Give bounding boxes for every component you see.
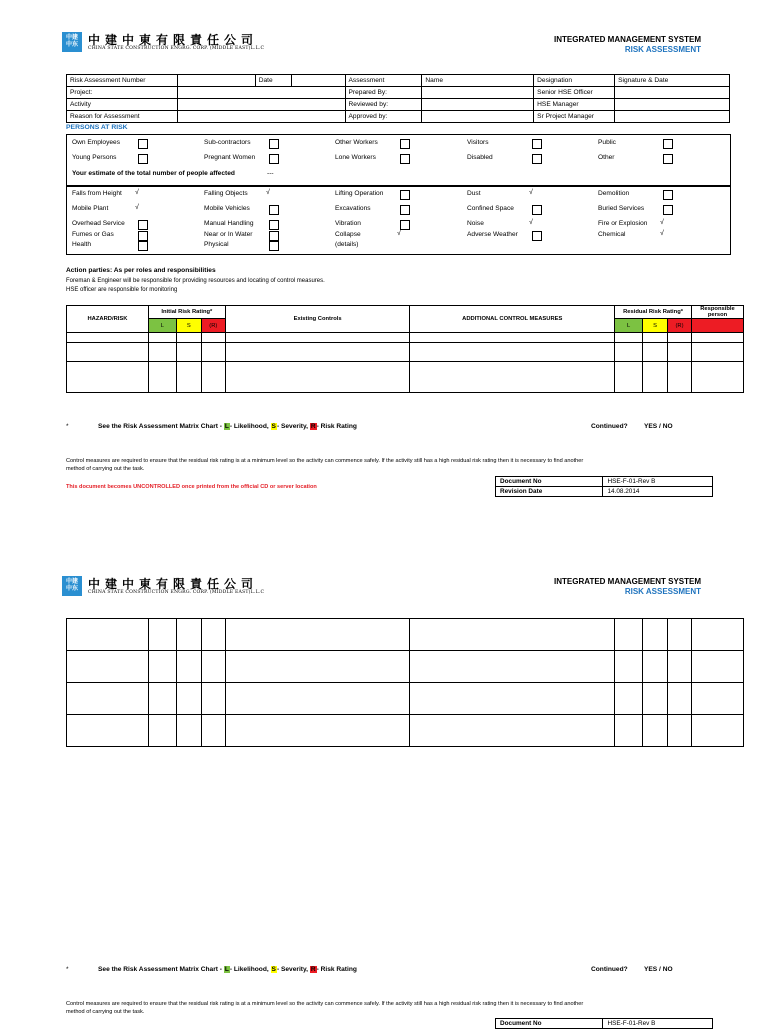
hazard-label: Lifting Operation xyxy=(335,190,384,197)
risk-rating-text: - Risk Rating xyxy=(316,966,357,973)
person-at-risk-label: Other xyxy=(598,154,615,161)
info-cell: Risk Assessment Number xyxy=(67,75,178,87)
hazard-tick-mark[interactable]: √ xyxy=(266,189,270,196)
table-cell[interactable] xyxy=(692,619,744,651)
table-cell[interactable] xyxy=(643,715,668,747)
table-row xyxy=(67,343,744,362)
severity-key: S xyxy=(271,966,276,973)
table-cell[interactable] xyxy=(668,651,692,683)
person-at-risk-checkbox[interactable] xyxy=(532,139,542,149)
hazard-risk-header: HAZARD/RISK xyxy=(67,306,149,333)
person-at-risk-checkbox[interactable] xyxy=(269,154,279,164)
likelihood-key: L xyxy=(224,423,229,430)
assessment-info-table xyxy=(66,74,730,123)
risk-table-continued xyxy=(66,618,744,747)
info-cell: HSE Manager xyxy=(534,99,615,111)
system-title: INTEGRATED MANAGEMENT SYSTEM xyxy=(554,577,701,586)
info-row xyxy=(67,75,730,87)
info-cell[interactable] xyxy=(422,99,534,111)
risk-rating-key: R xyxy=(310,423,316,430)
table-cell[interactable] xyxy=(176,715,201,747)
info-cell: Sr Project Manager xyxy=(534,111,615,123)
hazard-checkbox[interactable] xyxy=(400,205,410,215)
person-at-risk-checkbox[interactable] xyxy=(400,154,410,164)
hazard-label: Mobile Plant xyxy=(72,205,109,212)
table-cell[interactable] xyxy=(410,683,615,715)
residual-risk-header: Residual Risk Rating* xyxy=(615,306,692,319)
initial-r-header: (R) xyxy=(201,319,225,333)
table-cell[interactable] xyxy=(67,715,149,747)
table-cell[interactable] xyxy=(201,333,225,343)
persons-at-risk-label: PERSONS AT RISK xyxy=(66,124,128,131)
table-cell[interactable] xyxy=(176,651,201,683)
table-cell[interactable] xyxy=(176,683,201,715)
footnote-star: * xyxy=(66,966,69,973)
table-cell[interactable] xyxy=(692,683,744,715)
table-cell[interactable] xyxy=(225,651,410,683)
table-cell[interactable] xyxy=(148,651,176,683)
info-cell: Date xyxy=(255,75,291,87)
severity-text: - Severity, xyxy=(276,423,308,430)
table-cell[interactable] xyxy=(148,715,176,747)
severity-key: S xyxy=(271,423,276,430)
info-cell[interactable] xyxy=(177,111,345,123)
continued-yes-no[interactable]: YES / NO xyxy=(644,423,673,430)
hazard-label: Excavations xyxy=(335,205,371,212)
table-cell[interactable] xyxy=(643,362,668,393)
continued-yes-no[interactable]: YES / NO xyxy=(644,966,673,973)
system-title: INTEGRATED MANAGEMENT SYSTEM xyxy=(554,35,701,44)
info-row xyxy=(67,111,730,123)
initial-l-header: L xyxy=(148,319,176,333)
estimate-value[interactable]: --- xyxy=(267,170,274,177)
action-parties-line-2: HSE officer are responsible for monitoring xyxy=(66,287,178,293)
person-at-risk-checkbox[interactable] xyxy=(663,139,673,149)
info-cell: Approved by: xyxy=(345,111,422,123)
document-no-label: Document No xyxy=(496,477,603,487)
table-cell[interactable] xyxy=(67,362,149,393)
company-name-english: CHINA STATE CONSTRUCTION ENGRG. CORP. (MIDDLE EAST)L.L.C xyxy=(88,46,265,51)
table-cell[interactable] xyxy=(225,683,410,715)
logo-text: 中建 中东 xyxy=(65,35,78,48)
table-cell[interactable] xyxy=(67,683,149,715)
table-cell[interactable] xyxy=(225,715,410,747)
table-cell[interactable] xyxy=(615,715,643,747)
person-at-risk-label: Disabled xyxy=(467,154,493,161)
table-cell[interactable] xyxy=(691,362,743,393)
responsible-person-color-cell xyxy=(691,319,743,333)
hazard-label: (details) xyxy=(335,241,359,248)
footnote-star: * xyxy=(66,423,69,430)
table-cell[interactable] xyxy=(668,333,692,343)
hazard-checkbox[interactable] xyxy=(269,220,279,230)
initial-s-header: S xyxy=(176,319,201,333)
table-cell[interactable] xyxy=(148,333,176,343)
hazard-label: Manual Handling xyxy=(204,220,254,227)
residual-l-header: L xyxy=(615,319,643,333)
table-cell[interactable] xyxy=(67,343,149,362)
revision-date-value: 14.08.2014 xyxy=(603,487,713,497)
person-at-risk-label: Other Workers xyxy=(335,139,378,146)
revision-date-label: Revision Date xyxy=(496,487,603,497)
existing-controls-header: Existing Controls xyxy=(225,306,410,333)
table-cell[interactable] xyxy=(410,333,615,343)
person-at-risk-label: Lone Workers xyxy=(335,154,376,161)
table-cell[interactable] xyxy=(201,715,225,747)
hazard-checkbox[interactable] xyxy=(400,190,410,200)
hazard-label: Health xyxy=(72,241,92,248)
info-cell: Reason for Assessment xyxy=(67,111,178,123)
hazard-label: Vibration xyxy=(335,220,361,227)
table-cell[interactable] xyxy=(176,333,201,343)
person-at-risk-checkbox[interactable] xyxy=(138,154,148,164)
hazard-label: Noise xyxy=(467,220,484,227)
hazard-label: Collapse xyxy=(335,231,361,238)
table-cell[interactable] xyxy=(691,343,743,362)
info-cell: Signature & Date xyxy=(615,75,730,87)
matrix-text: See the Risk Assessment Matrix Chart - xyxy=(98,966,222,973)
person-at-risk-checkbox[interactable] xyxy=(532,154,542,164)
table-cell[interactable] xyxy=(643,683,668,715)
info-cell: Activity xyxy=(67,99,178,111)
table-cell[interactable] xyxy=(225,343,410,362)
table-cell[interactable] xyxy=(615,683,643,715)
hazard-label: Falling Objects xyxy=(204,190,248,197)
table-cell[interactable] xyxy=(615,651,643,683)
continued-label: Continued? xyxy=(591,423,628,430)
document-no-value: HSE-F-01-Rev B xyxy=(603,477,713,487)
table-cell[interactable] xyxy=(67,651,149,683)
table-cell[interactable] xyxy=(668,362,692,393)
table-cell[interactable] xyxy=(615,619,643,651)
action-parties-title: Action parties: As per roles and responsibilities xyxy=(66,267,216,274)
hazard-tick-mark[interactable]: √ xyxy=(660,219,664,226)
uncontrolled-notice: This document becomes UNCONTROLLED once printed from the official CD or server location xyxy=(66,484,317,490)
document-control-table xyxy=(495,476,713,497)
hazard-label: Dust xyxy=(467,190,481,197)
estimate-label: Your estimate of the total number of people affected xyxy=(72,170,235,177)
person-at-risk-label: Own Employees xyxy=(72,139,121,146)
info-cell[interactable] xyxy=(615,111,730,123)
table-cell[interactable] xyxy=(148,343,176,362)
table-cell[interactable] xyxy=(410,715,615,747)
table-cell[interactable] xyxy=(225,619,410,651)
company-name-chinese: 中建中東有限責任公司 xyxy=(88,33,259,47)
person-at-risk-checkbox[interactable] xyxy=(400,139,410,149)
table-row xyxy=(67,651,744,683)
document-title: RISK ASSESSMENT xyxy=(624,587,701,596)
table-cell[interactable] xyxy=(668,683,692,715)
table-row xyxy=(67,683,744,715)
person-at-risk-checkbox[interactable] xyxy=(138,139,148,149)
table-cell[interactable] xyxy=(176,362,201,393)
initial-risk-header: Initial Risk Rating* xyxy=(148,306,225,319)
table-cell[interactable] xyxy=(410,651,615,683)
person-at-risk-label: Visitors xyxy=(467,139,489,146)
table-cell[interactable] xyxy=(148,683,176,715)
hazard-tick-mark[interactable]: √ xyxy=(135,204,139,211)
table-cell[interactable] xyxy=(691,333,743,343)
table-row xyxy=(67,619,744,651)
table-cell[interactable] xyxy=(225,333,410,343)
hazard-tick-mark[interactable]: √ xyxy=(529,189,533,196)
table-cell[interactable] xyxy=(692,715,744,747)
company-name-chinese: 中建中東有限責任公司 xyxy=(88,577,259,591)
severity-text: - Severity, xyxy=(276,966,308,973)
hazard-tick-mark[interactable]: √ xyxy=(135,189,139,196)
info-cell[interactable] xyxy=(422,87,534,99)
hazard-checkbox[interactable] xyxy=(138,220,148,230)
hazard-label: Demolition xyxy=(598,190,630,197)
control-note-line-1: Control measures are required to ensure that the residual risk rating is at a minimum level so the activity can commence safely. If the activity still has a high residual risk rating then it is necessary to find another xyxy=(66,1001,584,1007)
hazard-checkbox[interactable] xyxy=(532,205,542,215)
hazard-checkbox[interactable] xyxy=(532,231,542,241)
persons-at-risk-box xyxy=(66,134,731,187)
hazard-checkbox[interactable] xyxy=(663,205,673,215)
likelihood-text: - Likelihood, xyxy=(229,423,269,430)
info-row xyxy=(67,99,730,111)
table-cell[interactable] xyxy=(668,715,692,747)
table-cell[interactable] xyxy=(225,362,410,393)
company-name-english: CHINA STATE CONSTRUCTION ENGRG. CORP. (MIDDLE EAST)L.L.C xyxy=(88,590,265,595)
document-no-label: Document No xyxy=(496,1019,603,1029)
info-cell: Name xyxy=(422,75,534,87)
table-cell[interactable] xyxy=(615,333,643,343)
info-cell[interactable] xyxy=(422,111,534,123)
hazard-label: Physical xyxy=(204,241,229,248)
likelihood-key: L xyxy=(224,966,229,973)
hazard-label: Falls from Height xyxy=(72,190,122,197)
document-title: RISK ASSESSMENT xyxy=(624,45,701,54)
table-cell[interactable] xyxy=(615,362,643,393)
hazard-checkbox[interactable] xyxy=(138,241,148,251)
info-cell: Senior HSE Officer xyxy=(534,87,615,99)
hazard-checkbox[interactable] xyxy=(269,205,279,215)
hazard-label: Mobile Vehicles xyxy=(204,205,250,212)
hazard-checkbox[interactable] xyxy=(269,231,279,241)
logo-text: 中建 中东 xyxy=(65,579,78,592)
person-at-risk-checkbox[interactable] xyxy=(269,139,279,149)
table-cell[interactable] xyxy=(668,343,692,362)
person-at-risk-label: Public xyxy=(598,139,616,146)
additional-controls-header: ADDITIONAL CONTROL MEASURES xyxy=(410,306,615,333)
control-note-line-1: Control measures are required to ensure that the residual risk rating is at a minimum level so the activity can commence safely. If the activity still has a high residual risk rating then it is necessary to find another xyxy=(66,458,584,464)
info-cell: Project: xyxy=(67,87,178,99)
hazard-label: Chemical xyxy=(598,231,626,238)
table-row xyxy=(67,333,744,343)
table-cell[interactable] xyxy=(643,343,668,362)
hazard-checkbox[interactable] xyxy=(663,190,673,200)
hazard-checkbox[interactable] xyxy=(269,241,279,251)
table-row xyxy=(67,362,744,393)
info-cell: Reviewed by: xyxy=(345,99,422,111)
residual-s-header: S xyxy=(643,319,668,333)
control-note-line-2: method of carrying out the task. xyxy=(66,1009,145,1015)
document-no-value: HSE-F-01-Rev B xyxy=(603,1019,713,1029)
table-cell[interactable] xyxy=(176,343,201,362)
info-cell[interactable] xyxy=(177,99,345,111)
table-cell[interactable] xyxy=(67,619,149,651)
matrix-key xyxy=(98,423,357,430)
table-cell[interactable] xyxy=(692,651,744,683)
likelihood-text: - Likelihood, xyxy=(229,966,269,973)
table-cell[interactable] xyxy=(410,343,615,362)
table-cell[interactable] xyxy=(643,651,668,683)
table-row xyxy=(67,715,744,747)
person-at-risk-checkbox[interactable] xyxy=(663,154,673,164)
person-at-risk-label: Pregnant Women xyxy=(204,154,256,161)
hazard-label: Near or In Water xyxy=(204,231,253,238)
table-cell[interactable] xyxy=(643,333,668,343)
risk-rating-key: R xyxy=(310,966,316,973)
info-cell[interactable] xyxy=(615,99,730,111)
hazard-checkbox[interactable] xyxy=(400,220,410,230)
info-cell[interactable] xyxy=(291,75,345,87)
info-cell: Prepared By: xyxy=(345,87,422,99)
hazard-checkbox[interactable] xyxy=(138,231,148,241)
responsible-person-header: Responsible person xyxy=(691,306,743,319)
hazard-label: Fire or Explosion xyxy=(598,220,648,227)
table-cell[interactable] xyxy=(643,619,668,651)
risk-table xyxy=(66,305,744,393)
table-cell[interactable] xyxy=(176,619,201,651)
person-at-risk-label: Young Persons xyxy=(72,154,117,161)
hazard-tick-mark[interactable]: √ xyxy=(397,230,401,237)
hazard-label: Overhead Service xyxy=(72,220,125,227)
person-at-risk-label: Sub-contractors xyxy=(204,139,251,146)
company-logo xyxy=(62,576,82,596)
info-cell[interactable] xyxy=(615,87,730,99)
table-cell[interactable] xyxy=(67,333,149,343)
residual-r-header: (R) xyxy=(668,319,692,333)
company-logo xyxy=(62,32,82,52)
table-cell[interactable] xyxy=(615,343,643,362)
hazard-tick-mark[interactable]: √ xyxy=(660,230,664,237)
action-parties-line-1: Foreman & Engineer will be responsible for providing resources and locating of control measures. xyxy=(66,278,325,284)
table-cell[interactable] xyxy=(668,619,692,651)
table-cell[interactable] xyxy=(148,619,176,651)
table-cell[interactable] xyxy=(410,362,615,393)
control-note-line-2: method of carrying out the task. xyxy=(66,466,145,472)
table-cell[interactable] xyxy=(201,343,225,362)
table-cell[interactable] xyxy=(201,651,225,683)
table-cell[interactable] xyxy=(201,683,225,715)
table-cell[interactable] xyxy=(148,362,176,393)
info-row xyxy=(67,87,730,99)
risk-rating-text: - Risk Rating xyxy=(316,423,357,430)
continued-label: Continued? xyxy=(591,966,628,973)
info-cell[interactable] xyxy=(177,75,255,87)
table-cell[interactable] xyxy=(201,362,225,393)
info-cell: Designation xyxy=(534,75,615,87)
info-cell[interactable] xyxy=(177,87,345,99)
table-cell[interactable] xyxy=(410,619,615,651)
info-cell: Assessment xyxy=(345,75,422,87)
table-cell[interactable] xyxy=(201,619,225,651)
hazard-label: Buried Services xyxy=(598,205,645,212)
hazard-label: Adverse Weather xyxy=(467,231,518,238)
hazard-label: Confined Space xyxy=(467,205,514,212)
hazard-tick-mark[interactable]: √ xyxy=(529,219,533,226)
matrix-text: See the Risk Assessment Matrix Chart - xyxy=(98,423,222,430)
hazard-label: Fumes or Gas xyxy=(72,231,114,238)
matrix-key xyxy=(98,966,357,973)
